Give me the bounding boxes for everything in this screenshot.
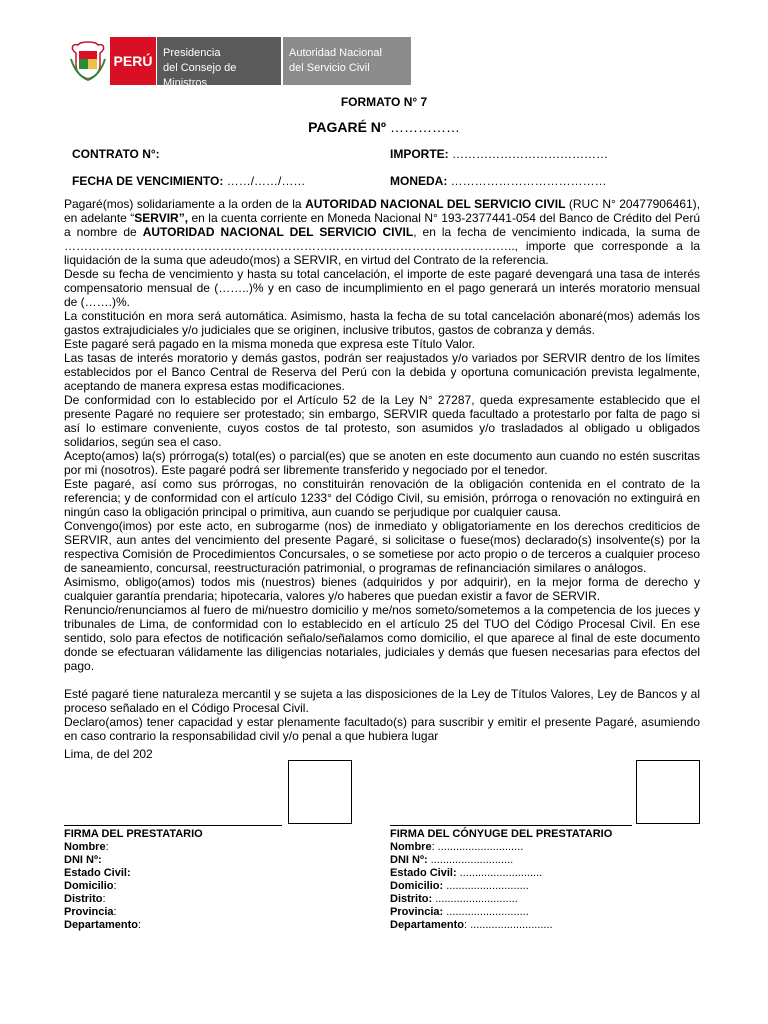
paragraph: Este pagaré será pagado en la misma moneda que expresa este Título Valor. [64,337,476,351]
paragraph: Renuncio/renunciamos al fuero de mi/nuestro domicilio y me/nos someto/sometemos a la competencia de los jueces y tribunales de Lima, de conformidad con lo establecido en el artículo 25 del TUO del Código Procesal Civil. En ese sentido, solo para efectos de notificación señalo/señalamos como domicilio, el que aparece al final de este documento donde se efectuaran válidamente las diligencias notariales, judiciales y demás que fuesen necesarias para efectos del pago. [64,603,700,673]
document-title: FORMATO N° 7 [340,95,428,109]
importe-field: IMPORTE: ………………………………… [390,147,609,161]
contrato-field: CONTRATO N°: [72,147,160,161]
servir-label: Autoridad Nacional del Servicio Civil [283,37,411,85]
paragraph: Declaro(amos) tener capacidad y estar plenamente facultado(s) para suscribir y emitir el presente Pagaré, asumiendo en caso contrario la responsabilidad civil y/o penal a que hubiera lugar [64,715,700,743]
signature-line-prestatario [64,825,282,826]
fingerprint-box-conyuge [636,760,700,824]
signature-block-conyuge: FIRMA DEL CÓNYUGE DEL PRESTATARIO Nombre: ............................ DNI Nº: ........................... Estado Civil: ........................... Domicilio: ........................... Distrito: ........................... Provincia: ........................... Departamento: ........................... [390,828,613,931]
signature-line-conyuge [390,825,632,826]
paragraph: Acepto(amos) la(s) prórroga(s) total(es) o parcial(es) que se anoten en este documento aun cuando no estén suscritas por mi (nosotros). Este pagaré podrá ser libremente transferido y negociado por el tenedor. [64,449,700,477]
peru-badge: PERÚ [110,37,157,85]
moneda-field: MONEDA: ………………………………… [390,174,607,188]
place-date-line: Lima, de del 202 [64,747,153,761]
paragraph: Las tasas de interés moratorio y demás gastos, podrán ser reajustados y/o variados por SERVIR dentro de los límites establecidos por el Banco Central de Reserva del Perú con la debida y oportuna comunicación prevista legalmente, aceptando de manera expresa estas modificaciones. [64,351,700,393]
header-logo [66,37,411,89]
pcm-label: Presidencia del Consejo de Ministros [157,37,283,85]
fingerprint-box-prestatario [288,760,352,824]
document-body [64,197,700,743]
paragraph: Desde su fecha de vencimiento y hasta su total cancelación, el importe de este pagaré devengará una tasa de interés compensatorio mensual de (……..)% y en caso de incumplimiento en el pago generará un interés moratorio mensual de (…….)%. [64,267,700,309]
paragraph: Asimismo, obligo(amos) todos mis (nuestros) bienes (adquiridos y por adquirir), en la mejor forma de derecho y cualquier garantía prendaria; hipotecaria, valores y/o haberes que puedan existir a favor de SERVIR. [64,575,700,603]
pagare-heading: PAGARÉ Nº …………… [308,119,460,135]
paragraph: Esté pagaré tiene naturaleza mercantil y se sujeta a las disposiciones de la Ley de Títulos Valores, Ley de Bancos y al proceso señalado en el Código Procesal Civil. [64,687,700,715]
paragraph: La constitución en mora será automática. Asimismo, hasta la fecha de su total cancelación abonaré(mos) además los gastos extrajudiciales y/o judiciales que se originen, inclusive tributos, gastos de cobranza y demás. [64,309,700,337]
paragraph: Pagaré(mos) solidariamente a la orden de la AUTORIDAD NACIONAL DEL SERVICIO CIVIL (RUC N° 20477906461), en adelante “SERVIR”, en la cuenta corriente en Moneda Nacional N° 193-2377441-054 del Banco de Crédito del Perú a nombre de AUTORIDAD NACIONAL DEL SERVICIO CIVIL, en la fecha de vencimiento indicada, la suma de ………………………………………………………………………………………………….., importe que corresponde a la liquidación de la suma que adeudo(mos) a SERVIR, en virtud del Contrato de la referencia. [64,197,701,267]
signature-block-prestatario: FIRMA DEL PRESTATARIO Nombre: DNI Nº: Estado Civil: Domicilio: Distrito: Provincia: Departamento: [64,828,203,931]
paragraph: Convengo(imos) por este acto, en subrogarme (nos) de inmediato y obligatoriamente en los derechos crediticios de SERVIR, aun antes del vencimiento del presente Pagaré, si solicitase o fuese(mos) declarado(s) insolvente(s) por la respectiva Comisión de Procedimientos Concursales, o se sometiese por acto propio o de terceros a cualquier proceso de saneamiento, concursal, reestructuración patrimonial, o programas de refinanciación similares o análogos. [64,519,700,575]
paragraph: Este pagaré, así como sus prórrogas, no constituirán renovación de la obligación contenida en el contrato de la referencia; y de conformidad con el artículo 1233° del Código Civil, su emisión, prórroga o renovación no extinguirá en ningún caso la obligación principal o primitiva, aun cuando se perjudique por cualquier causa. [64,477,700,519]
paragraph: De conformidad con lo establecido por el Artículo 52 de la Ley N° 27287, queda expresamente establecido que el presente Pagaré no requiere ser protestado; sin embargo, SERVIR queda facultado a protestarlo por falta de pago si así lo estimare conveniente, cuyos costos de tal protesto, son asumidos y/o trasladados al obligado u obligados solidarios, según sea el caso. [64,393,700,449]
fecha-vencimiento-field: FECHA DE VENCIMIENTO: ……/……/…… [72,174,306,188]
peru-coat-of-arms-icon [66,37,110,85]
